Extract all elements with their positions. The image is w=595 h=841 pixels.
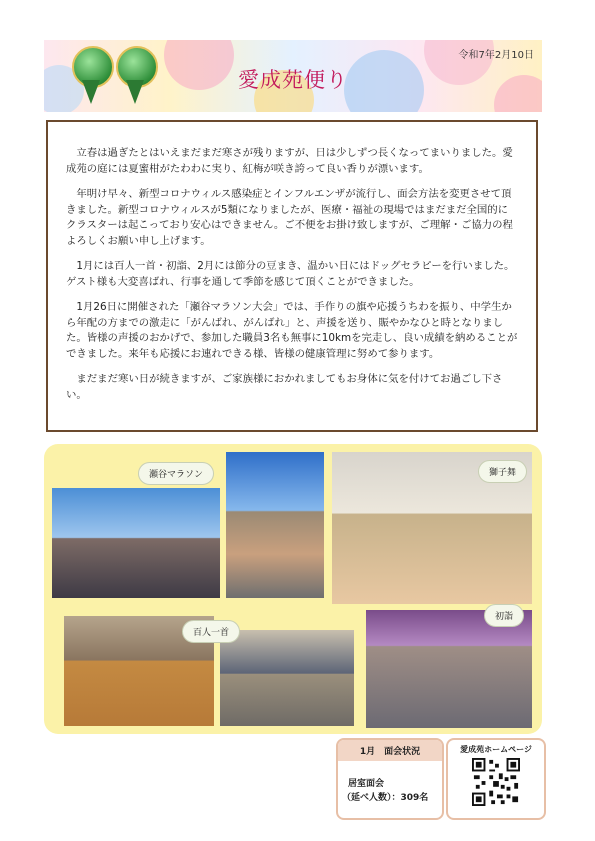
photo-tag-hatsumode: 初詣 — [484, 604, 524, 627]
letter-paragraph: 年明け早々、新型コロナウィルス感染症とインフルエンザが流行し、面会方法を変更させて頂きました。新型コロナウィルスが5類になりましたが、医療・福祉の現場ではまだまだ全国的にクラスターは起こっており安心はできません。ご不便をお掛け致しますが、ご理解・ご協力の程よろしくお願い申し上げます。 — [66, 188, 513, 247]
letter-paragraph: 立春は過ぎたとはいえまだまだ寒さが残りますが、日は少しずつ長くなってまいりました。愛成苑の庭には夏蜜柑がたわわに実り、紅梅が咲き誇って良い香りが漂います。 — [66, 147, 513, 175]
visit-status-line2: （延べ人数）：309名 — [342, 793, 429, 803]
karuta-photo-2 — [220, 630, 354, 726]
marathon-photo — [52, 488, 220, 598]
photo-tag-lion-dance: 獅子舞 — [478, 460, 527, 483]
photo-tag-marathon: 瀬谷マラソン — [138, 462, 214, 485]
photo-tag-karuta: 百人一首 — [182, 620, 240, 643]
photo-collage — [44, 444, 542, 734]
homepage-title: 愛成苑ホームページ — [460, 745, 532, 754]
visit-status-box — [336, 738, 444, 820]
homepage-qr-box — [446, 738, 546, 820]
letter-paragraph: 1月には百人一首・初詣、2月には節分の豆まき、温かい日にはドッグセラピーを行いました。ゲスト様も大変喜ばれ、行事を通して季節を感じて頂くことができました。 — [66, 260, 515, 288]
letter-paragraph: 1月26日に開催された「瀬谷マラソン大会」では、手作りの旗や応援うちわを振り、中学生から年配の方までの激走に「がんばれ、がんばれ」と、声援を送り、賑やかなひと時となりました。皆様の声援のおかげで、参加した職員3名も無事に10kmを完走し、良い成績を納めることができました。来年も応援にお連れできる様、皆様の健康管理に努めて参ります。 — [66, 301, 518, 360]
hatsumode-photo — [366, 610, 532, 728]
visit-status-title: 1月 面会状況 — [338, 740, 442, 761]
letter-paragraph: まだまだ寒い日が続きますが、ご家族様におかれましてもお身体に気を付けてお過ごし下さい。 — [66, 373, 503, 401]
header-banner — [44, 40, 542, 112]
visit-status-line1: 居室面会 — [348, 779, 385, 789]
newsletter-title: 愛成苑便り — [238, 68, 348, 92]
qr-code-icon[interactable] — [472, 758, 520, 806]
marathon-runner-photo — [226, 452, 324, 598]
issue-date: 令和7年2月10日 — [458, 50, 534, 61]
letter-body — [46, 120, 538, 432]
